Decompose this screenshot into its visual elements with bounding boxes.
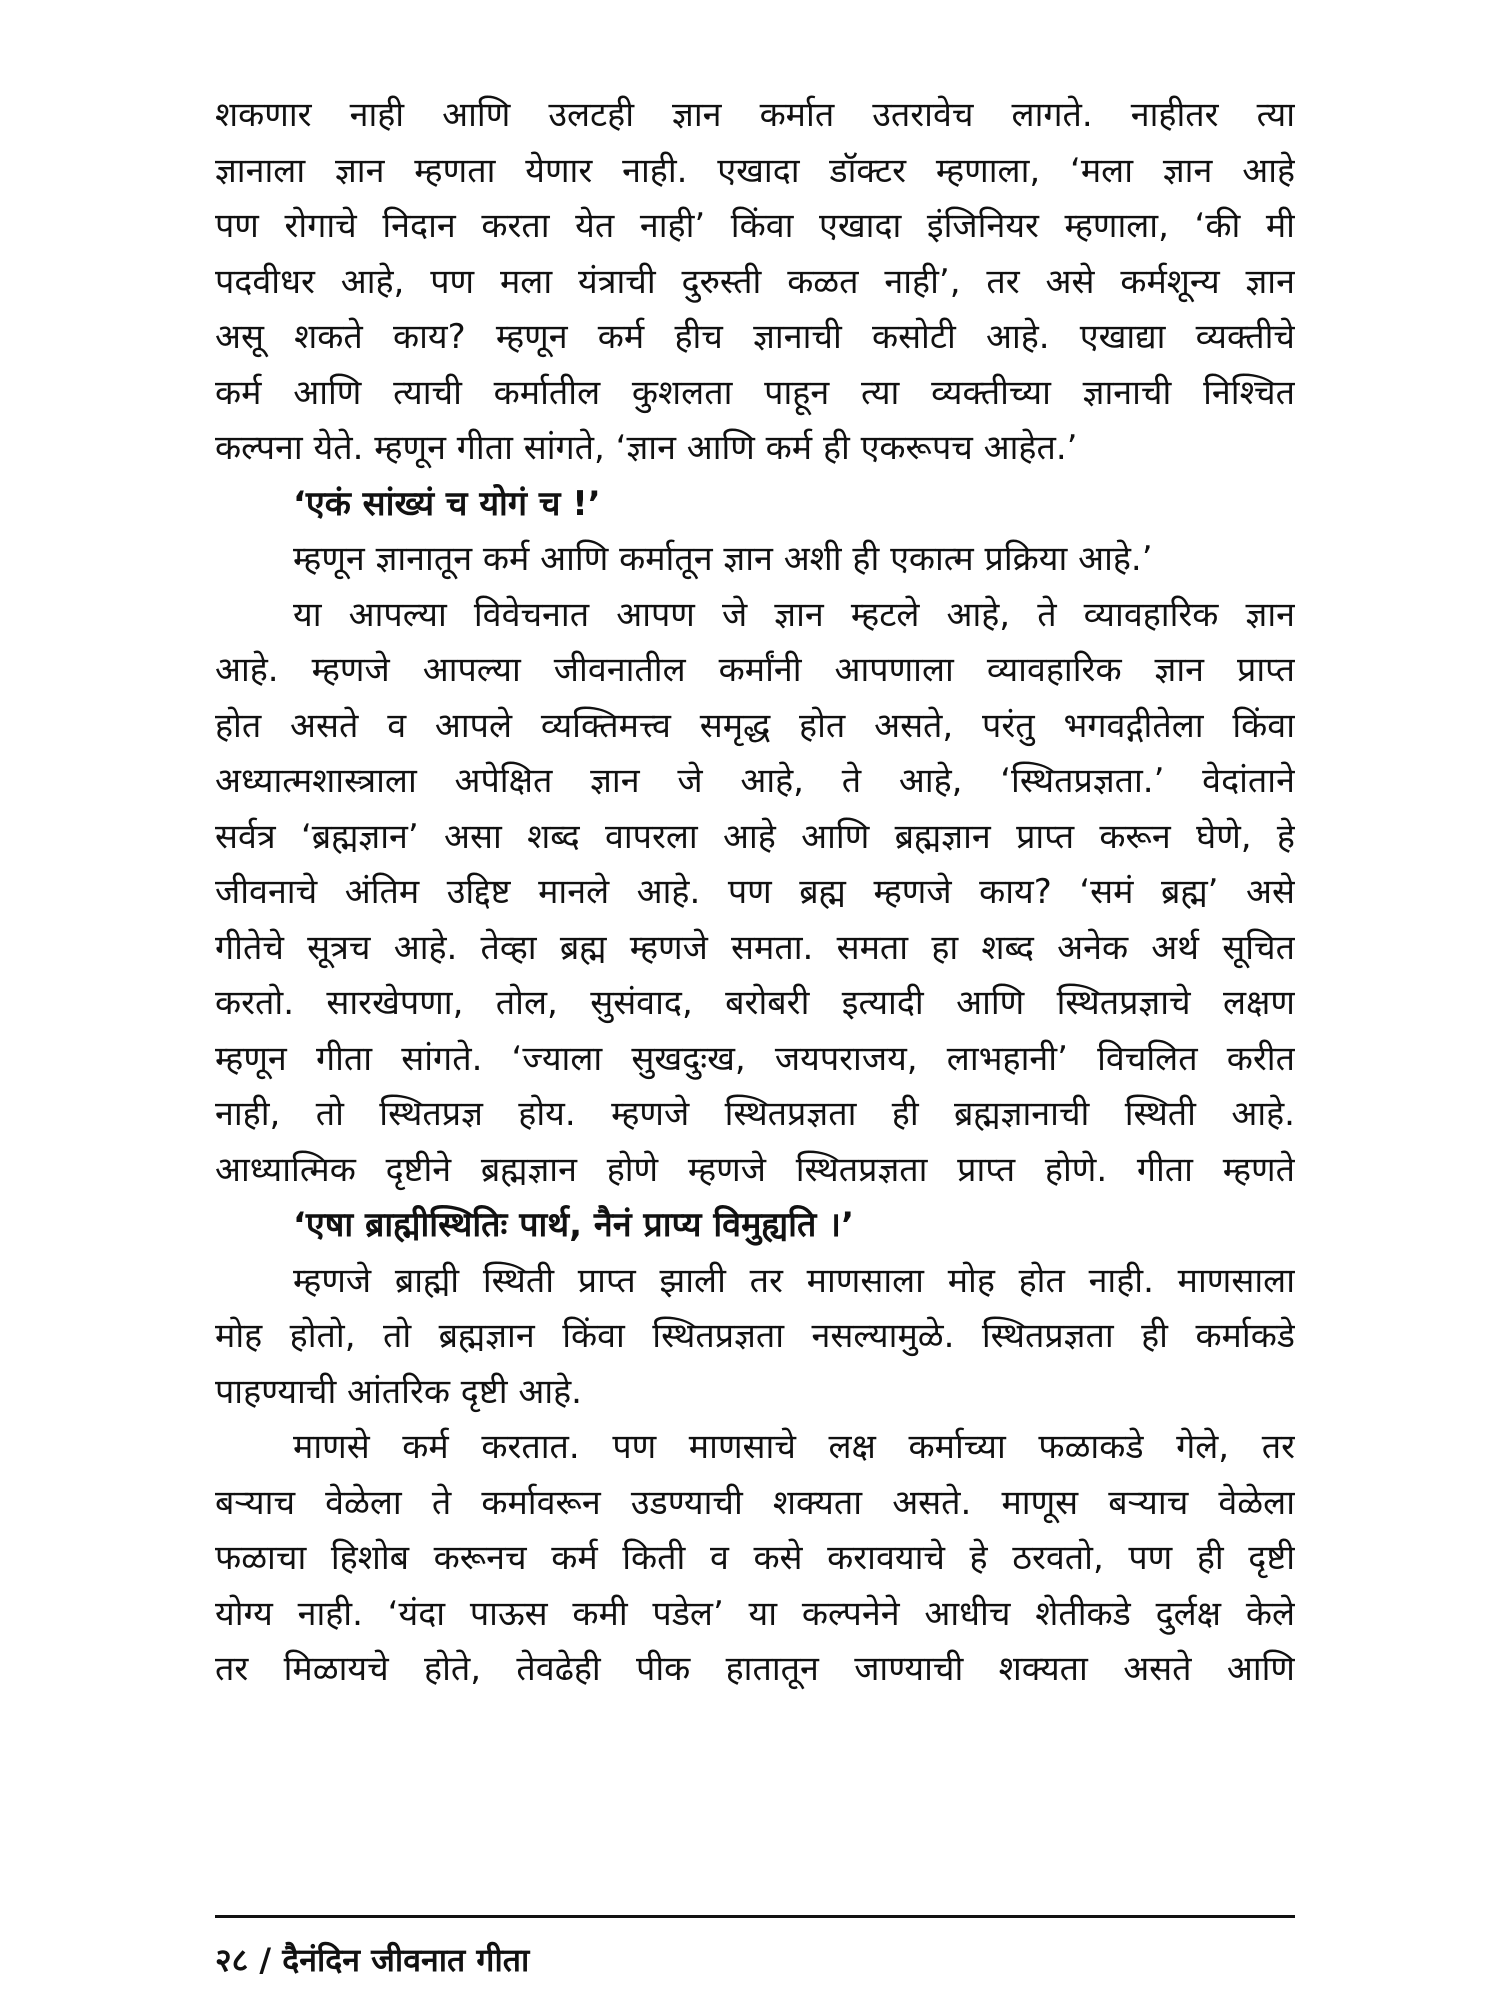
text-line: करतो. सारखेपणा, तोल, सुसंवाद, बरोबरी इत्यादी आणि स्थितप्रज्ञाचे लक्षण: [215, 983, 1295, 1023]
text-line: आध्यात्मिक दृष्टीने ब्रह्मज्ञान होणे म्हणजे स्थितप्रज्ञता प्राप्त होणे. गीता म्हणते: [215, 1149, 1295, 1190]
text-line: माणसे कर्म करतात. पण माणसाचे लक्ष कर्माच्या फळाकडे गेले, तर: [293, 1427, 1295, 1467]
text-line: असू शकते काय? म्हणून कर्म हीच ज्ञानाची कसोटी आहे. एखाद्या व्यक्तीचे: [215, 317, 1295, 357]
page-body: [215, 88, 1295, 1698]
verse-quote: ‘एकं सांख्यं च योगं च !’: [293, 483, 601, 524]
text-line: बऱ्याच वेळेला ते कर्मावरून उडण्याची शक्यता असते. माणूस बऱ्याच वेळेला: [215, 1482, 1295, 1523]
text-line: पदवीधर आहे, पण मला यंत्राची दुरुस्ती कळत नाही’, तर असे कर्मशून्य ज्ञान: [215, 261, 1295, 302]
page-number: २८: [215, 1941, 249, 1979]
text-line: मोह होतो, तो ब्रह्मज्ञान किंवा स्थितप्रज्ञता नसल्यामुळे. स्थितप्रज्ञता ही कर्माकडे: [215, 1316, 1295, 1356]
verse-quote: ‘एषा ब्राह्मीस्थितिः पार्थ, नैनं प्राप्य विमुह्यति ।’: [293, 1205, 854, 1245]
page-footer: [215, 1938, 529, 1982]
text-line: जीवनाचे अंतिम उद्दिष्ट मानले आहे. पण ब्रह्म म्हणजे काय? ‘समं ब्रह्म’ असे: [215, 872, 1295, 912]
text-line: आहे. म्हणजे आपल्या जीवनातील कर्मांनी आपणाला व्यावहारिक ज्ञान प्राप्त: [215, 650, 1295, 690]
text-line: पण रोगाचे निदान करता येत नाही’ किंवा एखादा इंजिनियर म्हणाला, ‘की मी: [215, 206, 1295, 246]
text-line: शकणार नाही आणि उलटही ज्ञान कर्मात उतरावेच लागते. नाहीतर त्या: [215, 95, 1295, 135]
text-line: कल्पना येते. म्हणून गीता सांगते, ‘ज्ञान आणि कर्म ही एकरूपच आहेत.’: [215, 428, 1078, 468]
text-line: ज्ञानाला ज्ञान म्हणता येणार नाही. एखादा डॉक्टर म्हणाला, ‘मला ज्ञान आहे: [215, 150, 1295, 191]
text-line: होत असते व आपले व्यक्तिमत्त्व समृद्ध होत असते, परंतु भगवद्गीतेला किंवा: [215, 705, 1295, 746]
text-line: गीतेचे सूत्रच आहे. तेव्हा ब्रह्म म्हणजे समता. समता हा शब्द अनेक अर्थ सूचित: [215, 927, 1295, 968]
footer-separator: /: [259, 1941, 272, 1979]
text-line: म्हणजे ब्राह्मी स्थिती प्राप्त झाली तर माणसाला मोह होत नाही. माणसाला: [293, 1260, 1295, 1301]
text-line: फळाचा हिशोब करूनच कर्म किती व कसे करावयाचे हे ठरवतो, पण ही दृष्टी: [215, 1538, 1295, 1578]
text-line: अध्यात्मशास्त्राला अपेक्षित ज्ञान जे आहे, ते आहे, ‘स्थितप्रज्ञता.’ वेदांताने: [215, 761, 1295, 801]
text-line: या आपल्या विवेचनात आपण जे ज्ञान म्हटले आहे, ते व्यावहारिक ज्ञान: [293, 594, 1295, 635]
text-line: म्हणून ज्ञानातून कर्म आणि कर्मातून ज्ञान अशी ही एकात्म प्रक्रिया आहे.’: [293, 539, 1153, 579]
text-line: नाही, तो स्थितप्रज्ञ होय. म्हणजे स्थितप्रज्ञता ही ब्रह्मज्ञानाची स्थिती आहे.: [215, 1094, 1295, 1134]
text-line: तर मिळायचे होते, तेवढेही पीक हातातून जाण्याची शक्यता असते आणि: [215, 1649, 1295, 1689]
text-line: कर्म आणि त्याची कर्मातील कुशलता पाहून त्या व्यक्तीच्या ज्ञानाची निश्चित: [215, 372, 1295, 413]
book-title: दैनंदिन जीवनात गीता: [282, 1941, 530, 1979]
text-line: म्हणून गीता सांगते. ‘ज्याला सुखदुःख, जयपराजय, लाभहानी’ विचलित करीत: [215, 1038, 1295, 1079]
text-line: पाहण्याची आंतरिक दृष्टी आहे.: [215, 1371, 582, 1412]
text-line: सर्वत्र ‘ब्रह्मज्ञान’ असा शब्द वापरला आहे आणि ब्रह्मज्ञान प्राप्त करून घेणे, हे: [215, 816, 1295, 857]
text-line: योग्य नाही. ‘यंदा पाऊस कमी पडेल’ या कल्पनेने आधीच शेतीकडे दुर्लक्ष केले: [215, 1593, 1295, 1634]
footer-divider: [215, 1915, 1295, 1918]
